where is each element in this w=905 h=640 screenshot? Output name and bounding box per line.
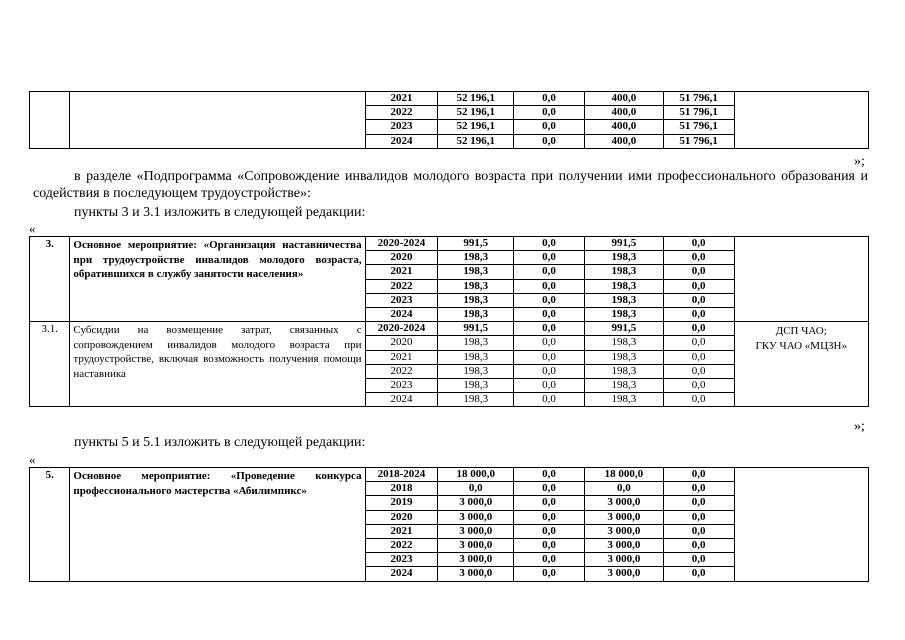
responsible-cell bbox=[734, 92, 869, 149]
other-cell: 51 796,1 bbox=[663, 120, 734, 134]
instruction-paragraph: пункты 3 и 3.1 изложить в следующей редакции: bbox=[74, 205, 366, 220]
other-cell: 51 796,1 bbox=[663, 106, 734, 120]
other-cell: 0,0 bbox=[663, 364, 734, 378]
federal-cell: 0,0 bbox=[514, 237, 585, 251]
other-cell: 0,0 bbox=[663, 336, 734, 350]
regional-cell: 3 000,0 bbox=[584, 524, 663, 538]
year-cell: 2020 bbox=[365, 510, 438, 524]
regional-cell: 198,3 bbox=[584, 364, 663, 378]
responsible-cell bbox=[734, 322, 869, 407]
item-description-cell: Основное мероприятие: «Организация наставничества при трудоустройстве инвалидов молодого возраста, обратившихся в службу занятости населения» bbox=[70, 237, 365, 322]
federal-cell: 0,0 bbox=[514, 308, 585, 322]
total-cell: 52 196,1 bbox=[438, 134, 514, 148]
table-row bbox=[30, 322, 869, 336]
year-cell: 2023 bbox=[365, 120, 438, 134]
year-cell: 2022 bbox=[365, 106, 438, 120]
regional-cell: 198,3 bbox=[584, 393, 663, 407]
closing-quote: »; bbox=[854, 154, 865, 169]
regional-cell: 198,3 bbox=[584, 293, 663, 307]
federal-cell: 0,0 bbox=[514, 468, 585, 482]
total-cell: 198,3 bbox=[438, 251, 514, 265]
other-cell: 0,0 bbox=[663, 279, 734, 293]
total-cell: 198,3 bbox=[438, 350, 514, 364]
total-cell: 198,3 bbox=[438, 265, 514, 279]
responsible-executor: ГКУ ЧАО «МЦЗН» bbox=[755, 340, 847, 353]
regional-cell: 400,0 bbox=[584, 92, 663, 106]
federal-cell: 0,0 bbox=[514, 336, 585, 350]
regional-cell: 3 000,0 bbox=[584, 539, 663, 553]
year-cell: 2019 bbox=[365, 496, 438, 510]
responsible-cell bbox=[734, 468, 869, 582]
other-cell: 51 796,1 bbox=[663, 92, 734, 106]
federal-cell: 0,0 bbox=[514, 134, 585, 148]
other-cell: 0,0 bbox=[663, 482, 734, 496]
table-row bbox=[30, 237, 869, 251]
year-cell: 2023 bbox=[365, 553, 438, 567]
closing-quote: »; bbox=[854, 419, 865, 434]
year-cell: 2021 bbox=[365, 524, 438, 538]
total-cell: 3 000,0 bbox=[438, 567, 514, 581]
regional-cell: 400,0 bbox=[584, 120, 663, 134]
other-cell: 0,0 bbox=[663, 539, 734, 553]
regional-cell: 991,5 bbox=[584, 322, 663, 336]
total-cell: 198,3 bbox=[438, 279, 514, 293]
regional-cell: 991,5 bbox=[584, 237, 663, 251]
regional-cell: 198,3 bbox=[584, 336, 663, 350]
opening-quote: « bbox=[29, 221, 36, 236]
item-description-cell: Субсидии на возмещение затрат, связанных с сопровождением инвалидов молодого возраста при трудоустройстве, включая возможность получения помощи наставника bbox=[70, 322, 365, 407]
other-cell: 0,0 bbox=[663, 553, 734, 567]
federal-cell: 0,0 bbox=[514, 120, 585, 134]
regional-cell: 0,0 bbox=[584, 482, 663, 496]
regional-cell: 400,0 bbox=[584, 134, 663, 148]
year-cell: 2022 bbox=[365, 279, 438, 293]
federal-cell: 0,0 bbox=[514, 510, 585, 524]
other-cell: 0,0 bbox=[663, 350, 734, 364]
other-cell: 0,0 bbox=[663, 265, 734, 279]
financing-table-items-3 bbox=[29, 236, 869, 407]
regional-cell: 400,0 bbox=[584, 106, 663, 120]
item-description-cell bbox=[70, 92, 365, 149]
regional-cell: 3 000,0 bbox=[584, 510, 663, 524]
total-cell: 198,3 bbox=[438, 364, 514, 378]
financing-table-item-5 bbox=[29, 467, 869, 582]
year-cell: 2021 bbox=[365, 265, 438, 279]
year-cell: 2024 bbox=[365, 308, 438, 322]
total-cell: 991,5 bbox=[438, 237, 514, 251]
year-cell: 2021 bbox=[365, 92, 438, 106]
other-cell: 0,0 bbox=[663, 496, 734, 510]
total-cell: 18 000,0 bbox=[438, 468, 514, 482]
section-paragraph: в разделе «Подпрограмма «Сопровождение инвалидов молодого возраста при получении ими профессионального образования и содействия в последующем трудоустройстве»: bbox=[33, 169, 868, 201]
responsible-cell bbox=[734, 237, 869, 322]
federal-cell: 0,0 bbox=[514, 524, 585, 538]
responsible-executor: ДСП ЧАО; bbox=[775, 325, 827, 338]
year-cell: 2024 bbox=[365, 393, 438, 407]
regional-cell: 198,3 bbox=[584, 308, 663, 322]
instruction-paragraph: пункты 5 и 5.1 изложить в следующей редакции: bbox=[74, 435, 366, 450]
other-cell: 0,0 bbox=[663, 524, 734, 538]
regional-cell: 3 000,0 bbox=[584, 553, 663, 567]
federal-cell: 0,0 bbox=[514, 482, 585, 496]
federal-cell: 0,0 bbox=[514, 364, 585, 378]
total-cell: 52 196,1 bbox=[438, 92, 514, 106]
financing-table-continuation bbox=[29, 91, 869, 149]
federal-cell: 0,0 bbox=[514, 293, 585, 307]
regional-cell: 198,3 bbox=[584, 350, 663, 364]
item-number-cell: 3. bbox=[30, 237, 70, 322]
total-cell: 0,0 bbox=[438, 482, 514, 496]
regional-cell: 198,3 bbox=[584, 251, 663, 265]
federal-cell: 0,0 bbox=[514, 265, 585, 279]
other-cell: 51 796,1 bbox=[663, 134, 734, 148]
regional-cell: 198,3 bbox=[584, 379, 663, 393]
year-cell: 2023 bbox=[365, 379, 438, 393]
regional-cell: 198,3 bbox=[584, 265, 663, 279]
federal-cell: 0,0 bbox=[514, 379, 585, 393]
year-cell: 2024 bbox=[365, 134, 438, 148]
other-cell: 0,0 bbox=[663, 468, 734, 482]
other-cell: 0,0 bbox=[663, 510, 734, 524]
other-cell: 0,0 bbox=[663, 308, 734, 322]
total-cell: 198,3 bbox=[438, 293, 514, 307]
regional-cell: 18 000,0 bbox=[584, 468, 663, 482]
total-cell: 991,5 bbox=[438, 322, 514, 336]
other-cell: 0,0 bbox=[663, 567, 734, 581]
federal-cell: 0,0 bbox=[514, 92, 585, 106]
year-cell: 2020-2024 bbox=[365, 237, 438, 251]
total-cell: 198,3 bbox=[438, 379, 514, 393]
year-cell: 2023 bbox=[365, 293, 438, 307]
table-row bbox=[30, 92, 869, 106]
total-cell: 198,3 bbox=[438, 393, 514, 407]
item-number-cell: 5. bbox=[30, 468, 70, 582]
federal-cell: 0,0 bbox=[514, 393, 585, 407]
total-cell: 52 196,1 bbox=[438, 120, 514, 134]
federal-cell: 0,0 bbox=[514, 322, 585, 336]
federal-cell: 0,0 bbox=[514, 567, 585, 581]
federal-cell: 0,0 bbox=[514, 106, 585, 120]
other-cell: 0,0 bbox=[663, 237, 734, 251]
total-cell: 198,3 bbox=[438, 308, 514, 322]
item-number-cell: 3.1. bbox=[30, 322, 70, 407]
total-cell: 3 000,0 bbox=[438, 539, 514, 553]
regional-cell: 3 000,0 bbox=[584, 496, 663, 510]
year-cell: 2022 bbox=[365, 539, 438, 553]
federal-cell: 0,0 bbox=[514, 251, 585, 265]
federal-cell: 0,0 bbox=[514, 279, 585, 293]
federal-cell: 0,0 bbox=[514, 553, 585, 567]
year-cell: 2018 bbox=[365, 482, 438, 496]
year-cell: 2020 bbox=[365, 251, 438, 265]
other-cell: 0,0 bbox=[663, 379, 734, 393]
opening-quote: « bbox=[29, 452, 36, 467]
other-cell: 0,0 bbox=[663, 251, 734, 265]
table-row bbox=[30, 468, 869, 482]
federal-cell: 0,0 bbox=[514, 539, 585, 553]
year-cell: 2022 bbox=[365, 364, 438, 378]
total-cell: 3 000,0 bbox=[438, 496, 514, 510]
year-cell: 2018-2024 bbox=[365, 468, 438, 482]
total-cell: 3 000,0 bbox=[438, 510, 514, 524]
federal-cell: 0,0 bbox=[514, 350, 585, 364]
total-cell: 52 196,1 bbox=[438, 106, 514, 120]
item-number-cell bbox=[30, 92, 70, 149]
year-cell: 2020 bbox=[365, 336, 438, 350]
regional-cell: 198,3 bbox=[584, 279, 663, 293]
total-cell: 3 000,0 bbox=[438, 553, 514, 567]
regional-cell: 3 000,0 bbox=[584, 567, 663, 581]
year-cell: 2020-2024 bbox=[365, 322, 438, 336]
year-cell: 2021 bbox=[365, 350, 438, 364]
item-description-cell: Основное мероприятие: «Проведение конкурса профессионального мастерства «Абилимпикс» bbox=[70, 468, 365, 582]
other-cell: 0,0 bbox=[663, 322, 734, 336]
year-cell: 2024 bbox=[365, 567, 438, 581]
other-cell: 0,0 bbox=[663, 293, 734, 307]
total-cell: 198,3 bbox=[438, 336, 514, 350]
federal-cell: 0,0 bbox=[514, 496, 585, 510]
other-cell: 0,0 bbox=[663, 393, 734, 407]
total-cell: 3 000,0 bbox=[438, 524, 514, 538]
